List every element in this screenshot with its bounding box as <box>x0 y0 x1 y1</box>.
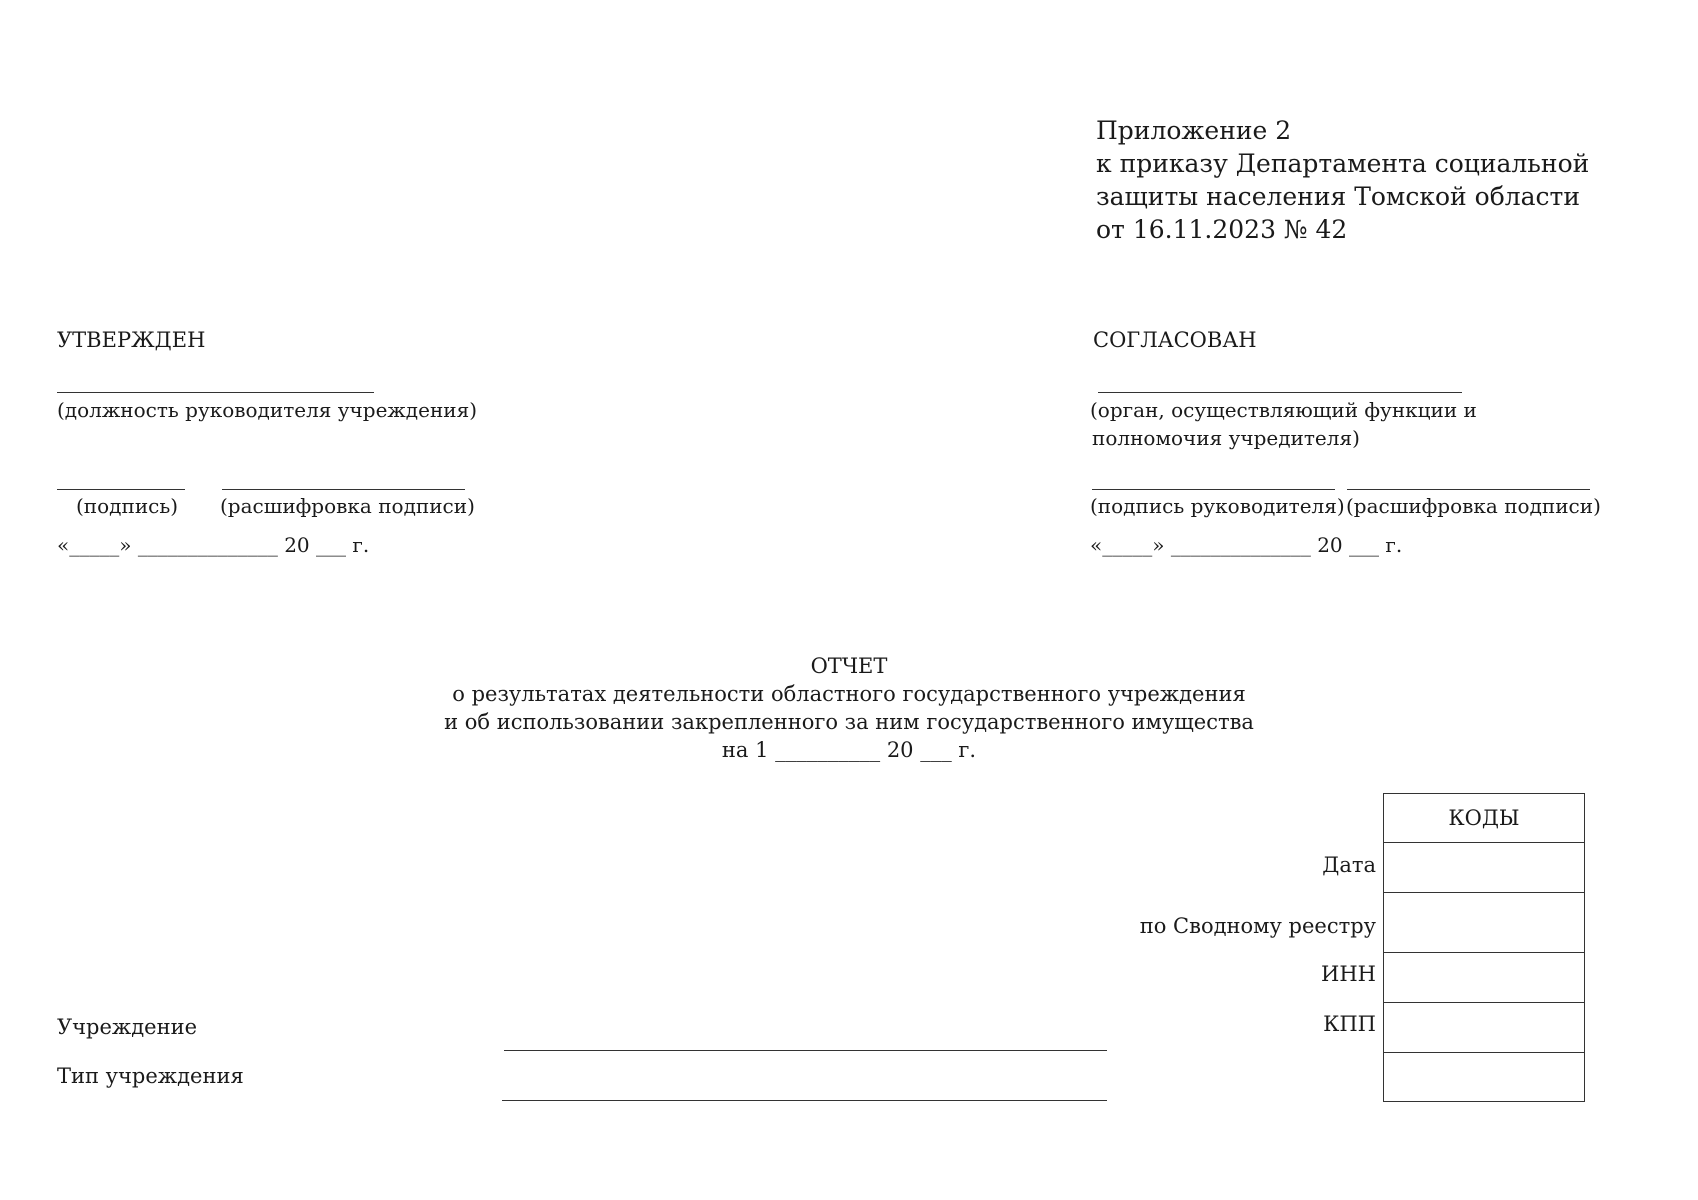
institution-type-input-line[interactable] <box>502 1100 1107 1101</box>
label-date: Дата <box>1322 853 1376 877</box>
report-title: ОТЧЕТ <box>810 654 888 678</box>
label-kpp: КПП <box>1323 1012 1376 1036</box>
code-cell-inn[interactable] <box>1384 953 1585 1003</box>
approved-position-line[interactable] <box>57 392 374 393</box>
report-subtitle-1: о результатах деятельности областного государственного учреждения <box>452 682 1246 706</box>
agreed-decoding-line[interactable] <box>1347 489 1590 490</box>
label-inn: ИНН <box>1321 962 1376 986</box>
approved-date-line: «_____» ______________ 20 ___ г. <box>57 533 370 557</box>
appendix-line-1: Приложение 2 <box>1096 116 1292 145</box>
agreed-body-caption-1: (орган, осуществляющий функции и <box>1090 398 1477 422</box>
label-registry: по Сводному реестру <box>1139 914 1376 938</box>
agreed-decoding-caption: (расшифровка подписи) <box>1346 494 1601 518</box>
report-subtitle-2: и об использовании закрепленного за ним государственного имущества <box>444 710 1254 734</box>
approved-decoding-caption: (расшифровка подписи) <box>220 494 475 518</box>
approved-signature-line[interactable] <box>57 489 185 490</box>
appendix-line-3: защиты населения Томской области <box>1096 182 1581 211</box>
codes-header: КОДЫ <box>1384 794 1585 843</box>
appendix-line-2: к приказу Департамента социальной <box>1096 149 1590 178</box>
appendix-line-4: от 16.11.2023 № 42 <box>1096 215 1348 244</box>
agreed-body-caption-2: полномочия учредителя) <box>1092 426 1360 450</box>
report-title-block <box>0 652 1698 764</box>
approved-heading: УТВЕРЖДЕН <box>57 328 206 352</box>
approved-position-caption: (должность руководителя учреждения) <box>57 398 478 422</box>
code-cell-extra[interactable] <box>1384 1053 1585 1102</box>
agreed-signature-caption: (подпись руководителя) <box>1090 494 1345 518</box>
agreed-body-line[interactable] <box>1098 392 1462 393</box>
agreed-signature-line[interactable] <box>1092 489 1335 490</box>
institution-type-label: Тип учреждения <box>57 1064 244 1088</box>
institution-input-line[interactable] <box>504 1050 1107 1051</box>
code-cell-registry[interactable] <box>1384 893 1585 953</box>
agreed-heading: СОГЛАСОВАН <box>1093 328 1257 352</box>
codes-table <box>1383 793 1585 1102</box>
code-cell-kpp[interactable] <box>1384 1003 1585 1053</box>
institution-label: Учреждение <box>57 1015 198 1039</box>
appendix-block <box>1096 114 1589 246</box>
code-cell-date[interactable] <box>1384 843 1585 893</box>
approved-signature-caption: (подпись) <box>76 494 179 518</box>
approved-decoding-line[interactable] <box>222 489 465 490</box>
agreed-date-line: «_____» ______________ 20 ___ г. <box>1090 533 1403 557</box>
report-date-line: на 1 __________ 20 ___ г. <box>721 738 977 762</box>
